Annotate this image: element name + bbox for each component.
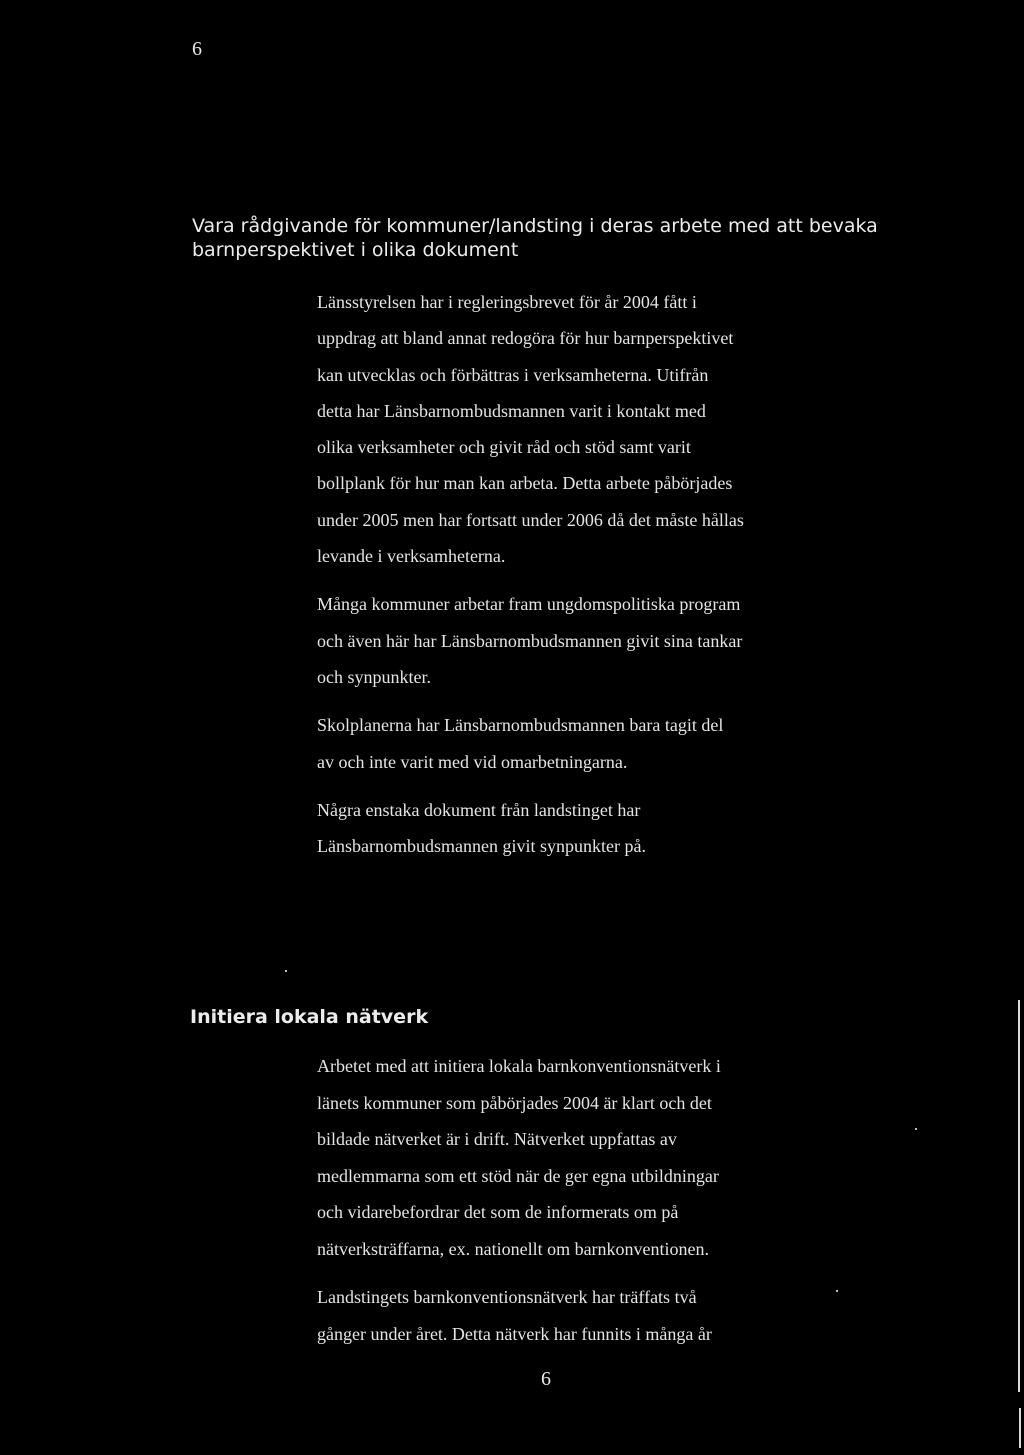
scan-speck xyxy=(915,1128,917,1130)
text-line: levande i verksamheterna. xyxy=(317,546,506,567)
paragraph xyxy=(317,586,917,695)
text-line: Landstingets barnkonventionsnätverk har träffats två xyxy=(317,1287,697,1307)
paragraph xyxy=(317,792,917,865)
text-line: Många kommuner arbetar fram ungdomspolitiska program xyxy=(317,594,741,615)
page-number-bottom: 6 xyxy=(541,1368,551,1390)
text-line: medlemmarna som ett stöd när de ger egna utbildningar xyxy=(317,1165,719,1186)
section-heading-advisory xyxy=(192,214,932,262)
text-line: Arbetet med att initiera lokala barnkonventionsnätverk i xyxy=(317,1056,721,1076)
paragraph xyxy=(317,707,917,780)
scan-edge-mark xyxy=(1019,1408,1021,1448)
text-line: kan utvecklas och förbättras i verksamheterna. Utifrån xyxy=(317,364,709,385)
scan-edge-line xyxy=(1018,1000,1020,1392)
text-line: olika verksamheter och givit råd och stöd samt varit xyxy=(317,437,691,458)
paragraph xyxy=(317,1048,917,1267)
text-line: uppdrag att bland annat redogöra för hur barnperspektivet xyxy=(317,328,734,349)
section-heading-networks: Initiera lokala nätverk xyxy=(190,1006,429,1028)
text-line: bollplank för hur man kan arbeta. Detta arbete påbörjades xyxy=(317,473,733,494)
text-line: gånger under året. Detta nätverk har funnits i många år xyxy=(317,1323,712,1344)
heading-line: Vara rådgivande för kommuner/landsting i deras arbete med att bevaka xyxy=(192,215,878,237)
text-line: och vidarebefordrar det som de informerats om på xyxy=(317,1202,679,1222)
text-line: av och inte varit med vid omarbetningarna. xyxy=(317,751,628,772)
text-line: Skolplanerna har Länsbarnombudsmannen bara tagit del xyxy=(317,715,724,736)
text-line: Länsstyrelsen har i regleringsbrevet för år 2004 fått i xyxy=(317,292,697,312)
text-line: och synpunkter. xyxy=(317,666,431,687)
scan-speck xyxy=(285,970,287,972)
text-line: under 2005 men har fortsatt under 2006 då det måste hållas xyxy=(317,509,744,530)
paragraph xyxy=(317,1279,917,1352)
text-line: Några enstaka dokument från landstinget har xyxy=(317,799,641,820)
text-line: detta har Länsbarnombudsmannen varit i kontakt med xyxy=(317,400,706,421)
section-body-advisory xyxy=(317,284,917,864)
page-number-top: 6 xyxy=(192,38,202,60)
text-line: länets kommuner som påbörjades 2004 är klart och det xyxy=(317,1092,712,1113)
paragraph xyxy=(317,284,917,574)
text-line: bildade nätverket är i drift. Nätverket uppfattas av xyxy=(317,1129,677,1149)
text-line: nätverksträffarna, ex. nationellt om barnkonventionen. xyxy=(317,1238,710,1259)
section-body-networks xyxy=(317,1048,917,1352)
text-line: Länsbarnombudsmannen givit synpunkter på. xyxy=(317,836,646,857)
heading-line: barnperspektivet i olika dokument xyxy=(192,239,519,261)
scan-speck xyxy=(836,1290,838,1292)
text-line: och även här har Länsbarnombudsmannen givit sina tankar xyxy=(317,630,743,651)
